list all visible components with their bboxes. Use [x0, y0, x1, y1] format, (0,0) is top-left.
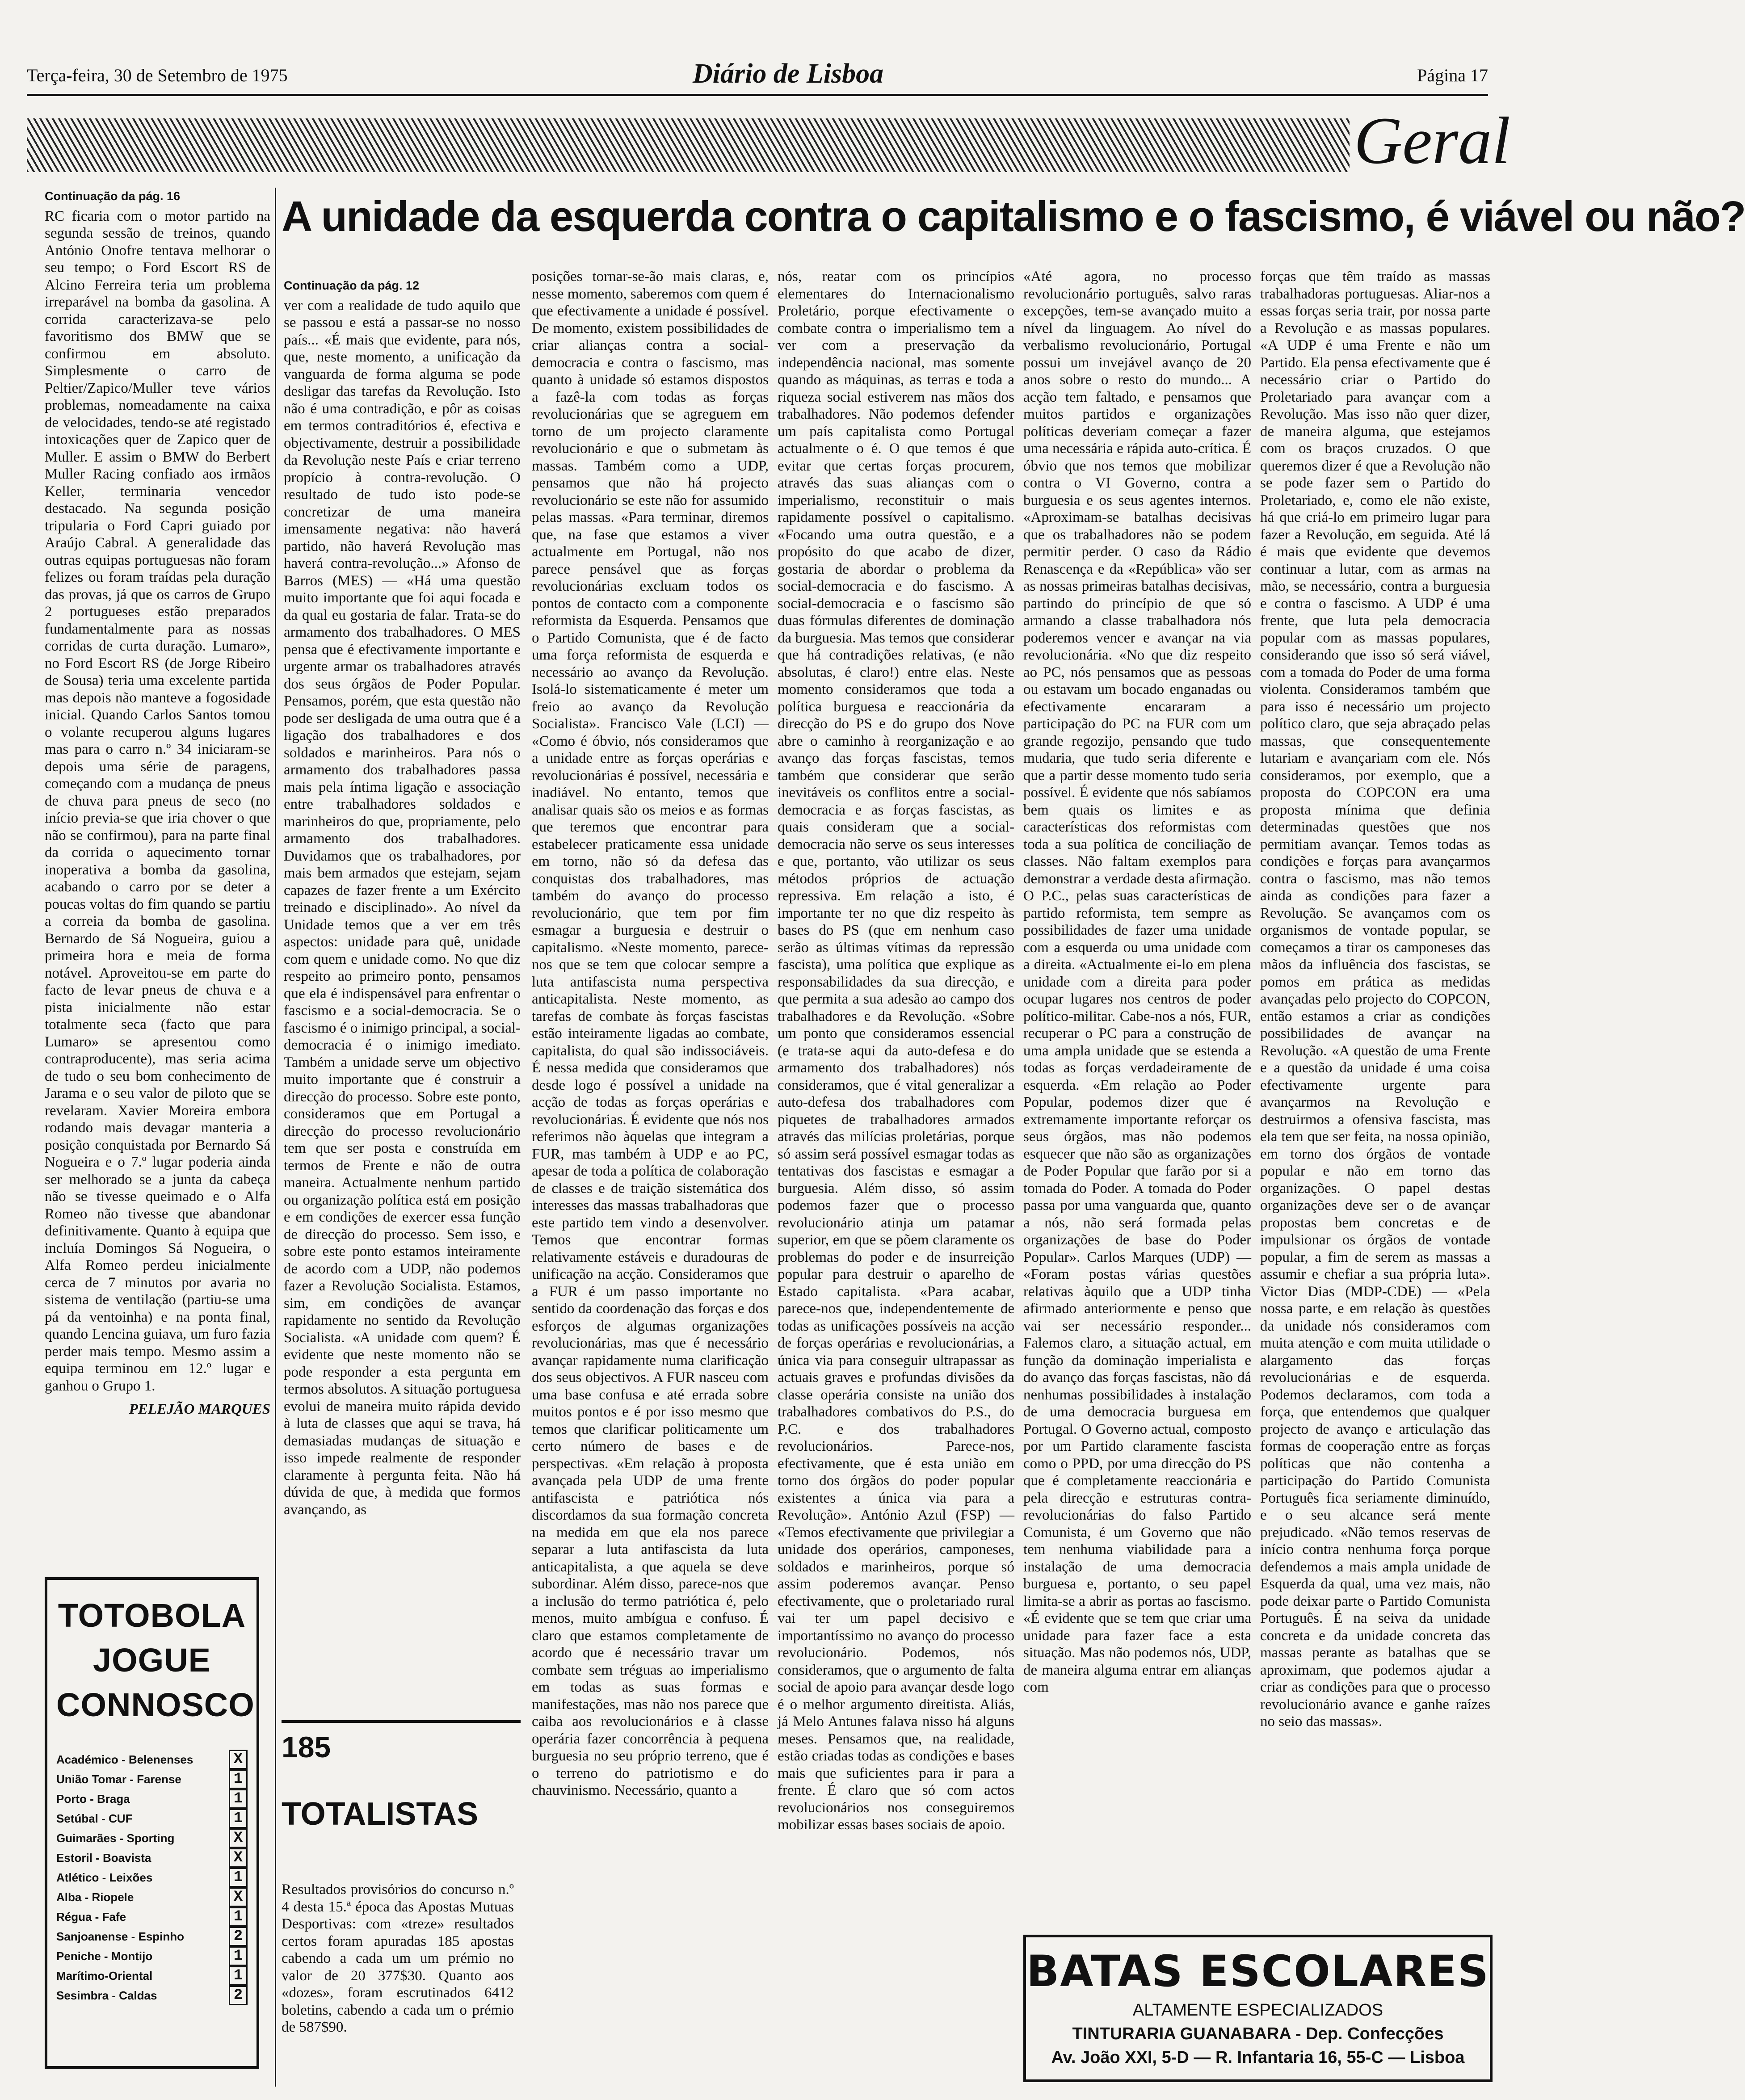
totobola-title-line-2: JOGUE: [93, 1642, 211, 1679]
article-column-1: [284, 277, 521, 1707]
sport-article-author: PELEJÃO MARQUES: [129, 1401, 270, 1417]
totobola-match: [56, 1769, 248, 1789]
totobola-title-line-3: CONNOSCO: [56, 1686, 255, 1723]
match-teams: Guimarães - Sporting: [56, 1831, 175, 1845]
totobola-match: [56, 1986, 248, 2005]
article-text-col4: «Até agora, no processo revolucionário português, salvo raras excepções, tem-se avançado muito a nível da linguagem. Ao nível do verbalismo revolucionário, Portugal possui um invejável avanço de 20 anos sobre o resto do mundo... A acção tem faltado, e pensamos que muitos partidos e organizações políticas deveriam começar a fazer uma necessária e rápida auto-crítica. É óbvio que nos temos que mobilizar contra o VI Governo, contra a burguesia e os seus agentes internos. «Aproximam-se batalhas decisivas que os trabalhadores não se podem permitir perder. O caso da Rádio Renascença e da «República» vão ser as nossas primeiras batalhas decisivas, partindo do princípio de que só armando a classe trabalhadora nós poderemos vencer e avançar na via revolucionária. «No que diz respeito ao PC, nós pensamos que as pessoas ou estavam um bocado enganadas ou efectivamente encararam a participação do PC na FUR com um grande regozijo, pensando que tudo mudaria, que tudo seria diferente e que a partir desse momento tudo seria possível. É evidente que nós sabíamos bem quais os limites e as características dos reformistas com toda a sua política de conciliação de classes. Não faltam exemplos para demonstrar a verdade desta afirmação. O P.C., pelas suas características de partido reformista, tem sempre as possibilidades de fazer uma unidade com a esquerda ou uma unidade com a direita. «Actualmente ei-lo em plena unidade com a direita para poder ocupar lugares nos centros de poder político-militar. Cabe-nos a nós, FUR, recuperar o PC para a construção de uma ampla unidade que se estenda a todas as forças verdadeiramente de esquerda. «Em relação ao Poder Popular, podemos dizer que é extremamente importante reforçar os seus órgãos, mas não podemos esquecer que não são as organizações de Poder Popular que farão por si a tomada do Poder. A tomada do Poder passa por uma vanguarda que, quanto a nós, não será formada pelas organizações de base do Poder Popular». Carlos Marques (UDP) — «Foram postas várias questões relativas àquilo que a UDP tinha afirmado anteriormente e penso que vai ser necessário responder... Falemos claro, a situação actual, em função da dominação imperialista e do avanço das forças fascistas, não dá nenhumas possibilidades à instalação de uma democracia burguesa em Portugal. O Governo actual, composto por um Partido claramente fascista como o PPD, por uma direcção do PS que é completamente reaccionária e pela direcção e estruturas contra-revolucionárias do falso Partido Comunista, é um Governo que não tem nenhuma viabilidade para a instalação de uma democracia burguesa e, portanto, o seu papel limita-se a abrir as portas ao fascismo. «É evidente que se tem que criar uma unidade para fazer face a esta situação. Mas não podemos nós, UDP, de maneira alguma entrar em alianças com: [1023, 269, 1251, 1695]
totobola-match: [56, 1789, 248, 1809]
advertisement: [1023, 1935, 1493, 2082]
totobola-match: [56, 1907, 248, 1927]
match-teams: Sesimbra - Caldas: [56, 1988, 157, 2002]
section-band: [27, 118, 1350, 172]
article-column-4: [1023, 268, 1251, 1921]
totobola-match: [56, 1828, 248, 1848]
match-teams: Estoril - Boavista: [56, 1851, 151, 1865]
newspaper-title: Diário de Lisboa: [693, 59, 884, 89]
ad-title: BATAS ESCOLARES: [1026, 1946, 1489, 1996]
totobola-match: [56, 1927, 248, 1946]
totobola-match: [56, 1966, 248, 1986]
ad-address: Av. João XXI, 5-D — R. Infantaria 16, 55-C — Lisboa: [1051, 2048, 1465, 2067]
totobola-results: [56, 1750, 248, 2005]
article-column-2: [532, 268, 769, 2082]
match-result: 1: [229, 1809, 248, 1828]
article-text-col1: ver com a realidade de tudo aquilo que se passou e está a passar-se no nosso país... «É mais que evidente, para nós, que, neste momento, a unificação da vanguarda de forma alguma se pode desligar das tarefas da Revolução. Isto não é uma contradição, e pôr as coisas em termos contraditórios é, efectiva e objectivamente, destruir a possibilidade da Revolução neste País e criar terreno propício à contra-revolução. O resultado de tudo isto pode-se concretizar de uma maneira imensamente negativa: não haverá partido, não haverá Revolução mas haverá contra-revolução...» Afonso de Barros (MES) — «Há uma questão muito importante que foi aqui focada e da qual eu gostaria de falar. Trata-se do armamento dos trabalhadores. O MES pensa que é efectivamente importante e urgente armar os trabalhadores através dos seus órgãos de Poder Popular. Pensamos, porém, que esta questão não pode ser desligada de uma outra que é a ligação dos trabalhadores e dos soldados e marinheiros. Para nós o armamento dos trabalhadores passa mais pela íntima ligação e associação entre trabalhadores soldados e marinheiros do que, propriamente, pelo armamento dos trabalhadores. Duvidamos que os trabalhadores, por mais bem armados que estejam, sejam capazes de fazer frente a um Exército treinado e disciplinado». Ao nível da Unidade temos que a ver em três aspectos: unidade para quê, unidade com quem e unidade como. No que diz respeito ao primeiro ponto, pensamos que ela é indispensável para enfrentar o fascismo e a social-democracia. Se o fascismo é o inimigo principal, a social-democracia é o inimigo imediato. Também a unidade serve um objectivo muito importante que é construir a direcção do processo. Sobre este ponto, consideramos que em Portugal a direcção do processo revolucionário tem que ser posta e construída em termos de Frente e não de outra maneira. Actualmente nenhum partido ou organização política está em posição e em condições de exercer essa função de direcção do processo. Sem isso, e sobre este ponto estamos inteiramente de acordo com a UDP, não podemos fazer a Revolução Socialista. Estamos, sim, em condições de avançar rapidamente no sentido da Revolução Socialista. «A unidade com quem? É evidente que neste momento não se pode responder a esta pergunta em termos absolutos. A situação portuguesa evolui de maneira muito rápida devido à luta de classes que aqui se trava, há demasiadas mudanças de situação e isso impede realmente de responder claramente à pergunta feita. Não há dúvida de que, à medida que formos avançando, as: [284, 297, 521, 1518]
totalistas-box: [282, 1729, 514, 1836]
page-number: Página 17: [1417, 65, 1488, 85]
totobola-match: [56, 1868, 248, 1887]
totalistas-title: TOTALISTAS: [282, 1796, 478, 1832]
match-result: X: [229, 1848, 248, 1868]
section-title: Geral: [1354, 104, 1510, 178]
match-teams: Alba - Riopele: [56, 1890, 134, 1904]
totobola-match: [56, 1750, 248, 1769]
issue-date: Terça-feira, 30 de Setembro de 1975: [27, 65, 288, 85]
ad-line-2: TINTURARIA GUANABARA - Dep. Confecções: [1072, 2024, 1444, 2043]
match-result: 1: [229, 1907, 248, 1927]
match-teams: Régua - Fafe: [56, 1910, 126, 1924]
match-teams: Atlético - Leixões: [56, 1870, 153, 1884]
article-continuation-label: Continuação da pág. 12: [284, 279, 420, 292]
article-column-5: [1260, 268, 1490, 1921]
match-result: 1: [229, 1946, 248, 1966]
totobola-box: [45, 1577, 259, 2069]
match-result: 1: [229, 1769, 248, 1789]
match-result: 1: [229, 1789, 248, 1809]
match-result: X: [229, 1828, 248, 1848]
match-result: 2: [229, 1927, 248, 1946]
masthead: [27, 54, 1488, 96]
totobola-title-line-1: TOTOBOLA: [58, 1597, 246, 1634]
match-result: X: [229, 1887, 248, 1907]
match-result: 1: [229, 1868, 248, 1887]
ad-line-1: ALTAMENTE ESPECIALIZADOS: [1132, 2001, 1383, 2020]
sport-article-text: RC ficaria com o motor partido na segunda sessão de treinos, quando António Onofre tentava melhorar o seu tempo; o Ford Escort RS de Alcino Ferreira teria um problema irreparável na bomba da gasolina. A corrida caracterizava-se pelo favoritismo dos BMW que se confirmou em absoluto. Simplesmente o carro de Peltier/Zapico/Muller teve vários problemas, nomeadamente na caixa de velocidades, tendo-se até registado intoxicações quer de Zapico quer de Muller. E assim o BMW do Berbert Muller Racing confiado aos irmãos Keller, terminaria vencedor destacado. Na segunda posição tripularia o Ford Capri guiado por Araújo Cabral. A generalidade das outras equipas portuguesas não foram felizes ou foram traídas pela duração das provas, já que os carros de Grupo 2 portugueses estão preparados fundamentalmente para as nossas corridas de curta duração. Lumaro», no Ford Escort RS (de Jorge Ribeiro de Sousa) teria uma excelente partida mas depois não manteve a fogosidade inicial. Quando Carlos Santos tomou o volante recuperou alguns lugares mas para o carro n.º 34 iniciaram-se depois uma série de paragens, começando com a mudança de pneus de chuva para pneus de seco (no início previa-se que iria chover o que não se confirmou), para na parte final da corrida o aquecimento tornar inoperativa a bomba da gasolina, acabando o carro por se deter a poucas voltas do fim quando se partiu a correia da bomba de gasolina. Bernardo de Sá Nogueira, guiou a primeira hora e meia de forma notável. Aproveitou-se em parte do facto de levar pneus de chuva e a pista inicialmente não estar totalmente seca (facto que para Lumaro» se apresentou como contraproducente), mas seria acima de tudo o seu bom conhecimento de Jarama e o seu valor de piloto que se revelaram. Xavier Moreira embora rodando mais devagar manteria a posição conquistada por Bernardo Sá Nogueira e o 7.º lugar poderia ainda ser melhorado se a junta da cabeça não se tivesse queimado e o Alfa Romeo não tivesse que abandonar definitivamente. Quanto à equipa que incluía Domingos Sá Nogueira, o Alfa Romeo perdeu inicialmente cerca de 7 minutos por avaria no sistema de ventilação (partiu-se uma pá da ventoinha) e na ponta final, quando Lencina guiava, um furo fazia perder mais tempo. Mesmo assim a equipa terminou em 12.º lugar e ganhou o Grupo 1.: [45, 208, 270, 1394]
match-result: 2: [229, 1986, 248, 2005]
totobola-match: [56, 1848, 248, 1868]
match-teams: Peniche - Montijo: [56, 1949, 153, 1963]
article-text-col2: posições tornar-se-ão mais claras, e, nesse momento, saberemos com quem é que efectivamente a unidade é possível. De momento, existem possibilidades de criar alianças contra a social-democracia e contra o fascismo, mas quanto à unidade só estamos dispostos a fazê-la com todas as forças revolucionárias que se agreguem em torno de um projecto claramente revolucionário e que o submetam às massas. Também como a UDP, pensamos que não há projecto revolucionário se este não for assumido pelas massas. «Para terminar, diremos que, na fase que estamos a viver actualmente em Portugal, não nos parece pensável que as forças revolucionárias excluam todos os pontos de contacto com a componente reformista da Esquerda. Pensamos que o Partido Comunista, que é de facto uma força reformista de esquerda e necessário ao avanço da Revolução. Isolá-lo sistematicamente é meter um freio ao avanço da Revolução Socialista». Francisco Vale (LCI) — «Como é óbvio, nós consideramos que a unidade entre as forças operárias e revolucionárias é possível, necessária e inadiável. No entanto, temos que analisar quais são os meios e as formas que teremos que encontrar para estabelecer praticamente essa unidade em torno, não só da defesa das conquistas dos trabalhadores, mas também do avanço do processo revolucionário, que tem por fim esmagar a burguesia e destruir o capitalismo. «Neste momento, parece-nos que se tem que colocar sempre a luta antifascista numa perspectiva anticapitalista. Neste momento, as tarefas de combate às forças fascistas estão inteiramente ligadas ao combate, capitalista, do qual são indissociáveis. É nessa medida que consideramos que desde logo é possível a unidade na acção de todas as forças operárias e revolucionárias. É evidente que nós nos referimos não àquelas que integram a FUR, mas também à UDP e ao PC, apesar de toda a política de colaboração de classes e de traição sistemática dos interesses das massas trabalhadoras que este partido tem vindo a desenvolver. Temos que encontrar formas relativamente estáveis e duradouras de unificação na acção. Consideramos que a FUR é um passo importante no sentido da coordenação das forças e dos esforços de algumas organizações revolucionárias, mas que é necessário avançar rapidamente numa clarificação dos seus objectivos. A FUR nasceu com uma base confusa e até errada sobre muitos pontos e é por isso mesmo que temos que clarificar politicamente um certo número de bases e de perspectivas. «Em relação à proposta avançada pela UDP de uma frente antifascista e patriótica nós discordamos da sua formação concreta na medida em que ela nos parece separar a luta antifascista da luta anticapitalista, a que aquela se deve subordinar. Além disso, parece-nos que a inclusão do termo patriótica é, pelo menos, muito ambígua e confuso. É claro que estamos completamente de acordo que é necessário travar um combate sem tréguas ao imperialismo em todas as suas formas e manifestações, mas não nos parece que caiba aos revolucionários e à classe operária fazer concorrência à pequena burguesia no seu próprio terreno, que é o terreno do patriotismo e do chauvinismo. Necessário, quanto a: [532, 269, 769, 1798]
totalistas-text: Resultados provisórios do concurso n.º 4 desta 15.ª época das Apostas Mutuas Desportivas: com «treze» resultados certos foram apuradas 185 apostas cabendo a cada um um prémio no valor de 20 377$30. Quanto aos «dozes», foram escrutinados 6412 boletins, cabendo a cada um o prémio de 587$90.: [282, 1882, 514, 2035]
sport-article: [45, 188, 270, 1573]
article-text-col3: nós, reatar com os princípios elementares do Internacionalismo Proletário, porque efectivamente o combate contra o imperialismo tem a ver com a preservação da independência nacional, mas somente quando as máquinas, as terras e toda a riqueza social estiverem nas mãos dos trabalhadores. Não podemos defender um país capitalista como Portugal actualmente o é. O que temos é que evitar que certas forças procurem, através das suas alianças com o imperialismo, reconstituir o mais rapidamente possível o capitalismo. «Focando uma outra questão, e a propósito do que acabo de dizer, gostaria de abordar o problema da social-democracia e do fascismo. A social-democracia e o fascismo são duas fórmulas diferentes de dominação da burguesia. Mas temos que considerar que há contradições relativas, (e não absolutas, é claro!) entre elas. Neste momento consideramos que toda a política burguesa e reaccionária da direcção do PS e do grupo dos Nove abre o caminho à reorganização e ao avanço das forças fascistas, temos também que considerar que serão inevitáveis os conflitos entre a social-democracia e as forças fascistas, as quais consideram que a social-democracia não serve os seus interesses e que, portanto, vão utilizar os seus métodos próprios de actuação repressiva. Em relação a isto, é importante ter no que diz respeito às bases do PS (que em nenhum caso serão as últimas vítimas da repressão fascista), uma política que explique as responsabilidades da sua direcção, e que permita a sua adesão ao campo dos trabalhadores e da Revolução. «Sobre um ponto que consideramos essencial (e trata-se aqui da auto-defesa e do armamento dos trabalhadores) nós consideramos, que é vital generalizar a auto-defesa dos trabalhadores com piquetes de trabalhadores armados através das milícias proletárias, porque só assim será possível esmagar todas as tentativas dos fascistas e esmagar a burguesia. Além disso, só assim podemos fazer que o processo revolucionário atinja um patamar superior, em que se põem claramente os problemas do poder e de insurreição popular para destruir o aparelho de Estado capitalista. «Para acabar, parece-nos que, independentemente de todas as unificações possíveis na acção de forças operárias e revolucionárias, a única via para conseguir ultrapassar as actuais graves e profundas divisões da classe operária consiste na união dos trabalhadores combativos do P.S., do P.C. e dos trabalhadores revolucionários. Parece-nos, efectivamente, que é esta união em torno dos órgãos do poder popular existentes a única via para a Revolução». António Azul (FSP) — «Temos efectivamente que privilegiar a unidade dos operários, camponeses, soldados e marinheiros, porque só assim poderemos avançar. Penso efectivamente, que o proletariado rural vai ter um papel decisivo e importantíssimo no avanço do processo revolucionário. Podemos, nós consideramos, que o argumento de falta social de apoio para avançar desde logo é o melhor argumento direitista. Aliás, já Melo Antunes falava nisso há alguns meses. Pensamos que, na realidade, estão criadas todas as condições e bases mais que suficientes para ir para a frente. É claro que só com actos revolucionários nos conseguiremos mobilizar essas bases sociais de apoio.: [778, 269, 1014, 1833]
match-teams: Setúbal - CUF: [56, 1811, 133, 1825]
totobola-match: [56, 1946, 248, 1966]
match-result: X: [229, 1750, 248, 1769]
headline: A unidade da esquerda contra o capitalismo e o fascismo, é viável ou não?: [282, 193, 1745, 240]
column-divider: [275, 188, 276, 2087]
totobola-match: [56, 1809, 248, 1828]
article-column-3: [778, 268, 1014, 2082]
continuation-label: Continuação da pág. 16: [45, 189, 181, 203]
match-teams: Sanjoanense - Espinho: [56, 1929, 185, 1943]
article-text-col5: forças que têm traído as massas trabalhadoras portuguesas. Aliar-nos a essas forças seria trair, por nossa parte a Revolução e as massas populares. «A UDP é uma Frente e não um Partido. Ela pensa efectivamente que é necessário criar o Partido do Proletariado para avançar com a Revolução. Mas isso não quer dizer, de maneira alguma, que estejamos com os braços cruzados. O que queremos dizer é que a Revolução não se pode fazer sem o Partido do Proletariado, e, como ele não existe, há que criá-lo em primeiro lugar para fazer a Revolução, em seguida. Até lá é mais que evidente que devemos continuar a lutar, com as armas na mão, se necessário, contra a burguesia e contra o fascismo. A UDP é uma frente, que luta pela democracia popular com as massas populares, considerando que isso só será viável, com a tomada do Poder de uma forma violenta. Consideramos também que para isso é necessário um projecto político claro, que seja abraçado pelas massas, que consequentemente lutariam e avançariam com ele. Nós consideramos, por exemplo, que a proposta do COPCON era uma proposta mínima que definia determinadas questões que nos permitiam avançar. Temos todas as condições e forças para avançarmos contra o fascismo, mas não temos ainda as condições para fazer a Revolução. Se avançamos com os organismos de vontade popular, se começamos a tirar os camponeses das mãos da influência dos fascistas, se pomos em prática as medidas avançadas pelo projecto do COPCON, então estamos a criar as condições possibilidades de avançar na Revolução. «A questão de uma Frente e a questão da unidade é uma coisa efectivamente urgente para avançarmos na Revolução e destruirmos a ofensiva fascista, mas ela tem que ser feita, na nossa opinião, em torno dos órgãos de vontade popular e não em torno das organizações. O papel destas organizações deve ser o de avançar propostas bem concretas e de impulsionar os órgãos de vontade popular, a fim de serem as massas a assumir e chefiar a sua própria luta». Victor Dias (MDP-CDE) — «Pela nossa parte, e em relação às questões da unidade nós consideramos com muita atenção e com muita utilidade o alargamento das forças revolucionárias e de esquerda. Podemos declaramos, com toda a força, que entendemos que qualquer projecto de avanço e articulação das formas de cooperação entre as forças políticas que não contenha a participação do Partido Comunista Português fica seriamente diminuído, e o seu alcance será mente prejudicado. «Não temos reservas de início contra nenhuma força porque defendemos a mais ampla unidade de Esquerda da qual, uma vez mais, não pode deixar parte o Partido Comunista Português. É na seiva da unidade concreta e da unidade concreta das massas perante as batalhas que se aproximam, que podemos ajudar a criar as condições para que o processo revolucionário avance e ganhe raízes no seio das massas».: [1260, 269, 1490, 1730]
totalistas-number: 185: [282, 1730, 331, 1764]
match-result: 1: [229, 1966, 248, 1986]
match-teams: União Tomar - Farense: [56, 1772, 181, 1786]
match-teams: Marítimo-Oriental: [56, 1969, 153, 1982]
match-teams: Académico - Belenenses: [56, 1752, 193, 1766]
totobola-match: [56, 1887, 248, 1907]
match-teams: Porto - Braga: [56, 1792, 130, 1806]
totalistas-top-rule: [282, 1720, 521, 1723]
